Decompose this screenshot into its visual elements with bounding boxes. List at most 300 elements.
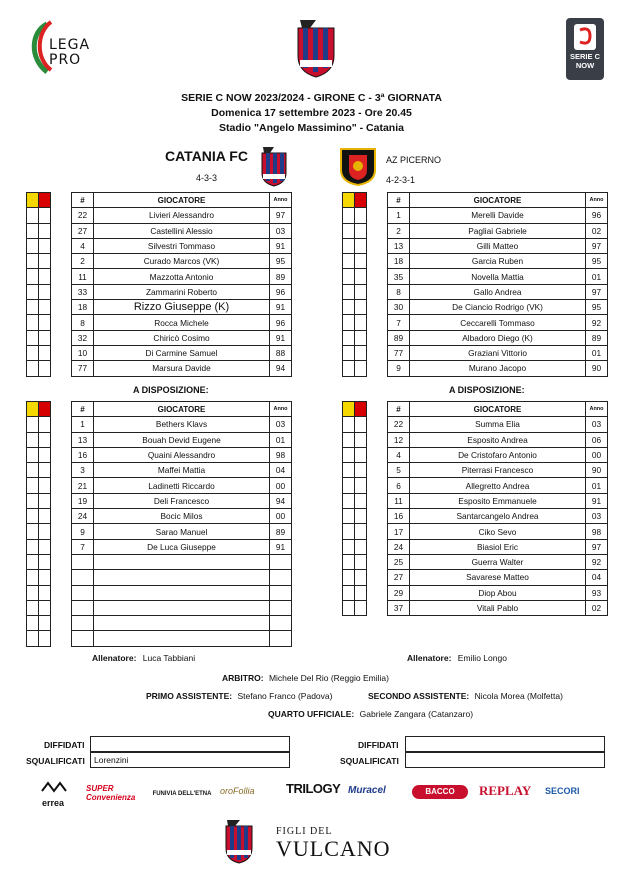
- home-subs-table: [71, 401, 292, 647]
- table-row: [72, 478, 292, 493]
- col-year: Anno: [270, 402, 292, 417]
- home-formation: 4-3-3: [196, 173, 218, 183]
- yellow-card-cell: [343, 570, 355, 585]
- player-year: 03: [586, 509, 608, 524]
- card-row: [27, 524, 51, 539]
- referee-label: ARBITRO:: [222, 673, 264, 683]
- player-name: Graziani Vittorio: [410, 345, 586, 360]
- sponsor-errea: [38, 780, 68, 808]
- sponsor-superconvenienza: SUPER Convenienza: [86, 784, 136, 802]
- player-year: 97: [270, 208, 292, 223]
- player-name: Bocic Milos: [94, 509, 270, 524]
- red-card-cell: [355, 539, 367, 554]
- red-card-cell: [355, 600, 367, 615]
- yellow-card-cell: [343, 238, 355, 253]
- card-row: [27, 345, 51, 360]
- table-row: [388, 600, 608, 615]
- player-number: 19: [72, 493, 94, 508]
- player-year: 97: [586, 539, 608, 554]
- yellow-card-cell: [27, 463, 39, 478]
- card-row: [343, 524, 367, 539]
- table-row: [388, 223, 608, 238]
- col-num: #: [388, 193, 410, 208]
- table-row: [72, 300, 292, 315]
- yellow-card-cell: [27, 493, 39, 508]
- red-card-cell: [355, 417, 367, 432]
- away-warned-label: DIFFIDATI: [358, 740, 399, 750]
- player-year: 91: [270, 300, 292, 315]
- card-row: [343, 238, 367, 253]
- yellow-card-cell: [27, 300, 39, 315]
- yellow-card-cell: [343, 554, 355, 569]
- player-year: 02: [586, 600, 608, 615]
- player-year: 01: [270, 432, 292, 447]
- away-suspended-label: SQUALIFICATI: [340, 756, 399, 766]
- player-number: 1: [388, 208, 410, 223]
- yellow-card-cell: [343, 447, 355, 462]
- yellow-card-header: [343, 193, 355, 208]
- yellow-card-cell: [343, 361, 355, 376]
- home-coach-name: Luca Tabbiani: [142, 653, 196, 663]
- player-number: 11: [72, 269, 94, 284]
- player-number: 29: [388, 585, 410, 600]
- red-card-cell: [355, 509, 367, 524]
- away-starters-cards: [342, 192, 367, 377]
- yellow-card-cell: [27, 631, 39, 646]
- player-name: Rocca Michele: [94, 315, 270, 330]
- card-row: [27, 300, 51, 315]
- away-warned-box: [405, 736, 605, 752]
- player-year: [270, 631, 292, 646]
- away-coach-name: Emilio Longo: [457, 653, 507, 663]
- away-formation: 4-2-3-1: [386, 175, 416, 185]
- first-assistant-name: Stefano Franco (Padova): [237, 691, 333, 701]
- player-number: 4: [72, 238, 94, 253]
- catania-shield-small-icon: [260, 147, 288, 187]
- serie-c-now-wordmark: SERIE C NOW: [569, 52, 600, 70]
- table-row: [388, 345, 608, 360]
- picerno-shield-icon: [340, 148, 376, 186]
- player-number: 8: [72, 315, 94, 330]
- player-number: 7: [388, 315, 410, 330]
- player-year: 95: [586, 254, 608, 269]
- col-num: #: [72, 402, 94, 417]
- card-row: [27, 616, 51, 631]
- red-card-cell: [39, 361, 51, 376]
- yellow-card-cell: [27, 447, 39, 462]
- card-row: [343, 361, 367, 376]
- player-number: 37: [388, 600, 410, 615]
- table-row: [388, 269, 608, 284]
- player-number: [72, 600, 94, 615]
- player-year: 04: [586, 570, 608, 585]
- player-number: 2: [72, 254, 94, 269]
- player-number: 77: [72, 361, 94, 376]
- red-card-cell: [355, 493, 367, 508]
- red-card-cell: [39, 345, 51, 360]
- fourth-official: [268, 709, 473, 719]
- player-year: [270, 554, 292, 569]
- card-row: [343, 300, 367, 315]
- yellow-card-cell: [27, 361, 39, 376]
- player-number: 18: [72, 300, 94, 315]
- yellow-card-cell: [343, 284, 355, 299]
- red-card-cell: [355, 463, 367, 478]
- red-card-cell: [355, 269, 367, 284]
- red-card-cell: [39, 447, 51, 462]
- card-row: [27, 539, 51, 554]
- sponsor-orofollia: oroFollia: [220, 786, 255, 796]
- card-row: [27, 208, 51, 223]
- red-card-cell: [355, 330, 367, 345]
- red-card-cell: [39, 300, 51, 315]
- player-name: [94, 616, 270, 631]
- player-number: 9: [72, 524, 94, 539]
- red-card-cell: [39, 524, 51, 539]
- card-row: [27, 463, 51, 478]
- sponsor-errea-label: errea: [41, 798, 65, 808]
- player-year: 03: [586, 417, 608, 432]
- player-number: 21: [72, 478, 94, 493]
- player-name: Sarao Manuel: [94, 524, 270, 539]
- red-card-cell: [355, 315, 367, 330]
- yellow-card-cell: [27, 524, 39, 539]
- yellow-card-cell: [27, 417, 39, 432]
- home-warned-label: DIFFIDATI: [44, 740, 85, 750]
- card-row: [343, 570, 367, 585]
- player-name: De Luca Giuseppe: [94, 539, 270, 554]
- player-year: 01: [586, 345, 608, 360]
- yellow-card-cell: [343, 269, 355, 284]
- table-row: [388, 509, 608, 524]
- player-name: Maffei Mattia: [94, 463, 270, 478]
- card-row: [27, 493, 51, 508]
- yellow-card-cell: [343, 300, 355, 315]
- table-row: [388, 524, 608, 539]
- player-name: De Ciancio Rodrigo (VK): [410, 300, 586, 315]
- away-coach-label: Allenatore:: [407, 653, 452, 663]
- player-number: 7: [72, 539, 94, 554]
- catania-shield-icon: [296, 20, 336, 78]
- errea-mark-icon: [38, 781, 68, 793]
- yellow-card-cell: [27, 570, 39, 585]
- player-name: Quaini Alessandro: [94, 447, 270, 462]
- player-number: 89: [388, 330, 410, 345]
- red-card-cell: [39, 223, 51, 238]
- player-name: Piterrasi Francesco: [410, 463, 586, 478]
- away-team-name: AZ PICERNO: [386, 155, 442, 165]
- player-year: 95: [586, 300, 608, 315]
- catania-crest: [296, 20, 336, 78]
- card-row: [27, 585, 51, 600]
- card-row: [343, 284, 367, 299]
- table-row: [72, 417, 292, 432]
- card-row: [27, 193, 51, 208]
- player-year: 02: [586, 223, 608, 238]
- card-row: [27, 238, 51, 253]
- player-year: 90: [586, 361, 608, 376]
- player-number: 77: [388, 345, 410, 360]
- yellow-card-cell: [343, 417, 355, 432]
- table-row: [72, 493, 292, 508]
- player-number: 5: [388, 463, 410, 478]
- table-row: [72, 554, 292, 569]
- player-name: Merelli Davide: [410, 208, 586, 223]
- table-row: [72, 330, 292, 345]
- player-number: 27: [72, 223, 94, 238]
- player-year: 03: [270, 417, 292, 432]
- player-name: Livieri Alessandro: [94, 208, 270, 223]
- player-number: 6: [388, 478, 410, 493]
- player-name: Garcia Ruben: [410, 254, 586, 269]
- home-team-crest: [260, 147, 288, 187]
- player-name: [94, 570, 270, 585]
- player-year: 91: [586, 493, 608, 508]
- player-number: [72, 570, 94, 585]
- player-name: Vitali Pablo: [410, 600, 586, 615]
- table-row: [388, 300, 608, 315]
- player-year: 91: [270, 238, 292, 253]
- player-name: Novella Mattia: [410, 269, 586, 284]
- card-row: [343, 539, 367, 554]
- player-name: Zammarini Roberto: [94, 284, 270, 299]
- yellow-card-cell: [27, 600, 39, 615]
- player-name: Pagliai Gabriele: [410, 223, 586, 238]
- footer-tagline-top: FIGLI DEL: [276, 826, 333, 837]
- card-row: [343, 269, 367, 284]
- player-name: Santarcangelo Andrea: [410, 509, 586, 524]
- card-row: [27, 478, 51, 493]
- yellow-card-cell: [27, 432, 39, 447]
- card-row: [343, 193, 367, 208]
- home-coach: [92, 653, 195, 663]
- player-number: 4: [388, 447, 410, 462]
- player-name: Esposito Emmanuele: [410, 493, 586, 508]
- red-card-cell: [355, 345, 367, 360]
- red-card-cell: [355, 284, 367, 299]
- yellow-card-cell: [27, 554, 39, 569]
- card-row: [343, 402, 367, 417]
- table-row: [388, 361, 608, 376]
- lega-pro-logo: [25, 18, 90, 76]
- red-card-cell: [39, 554, 51, 569]
- second-assistant-name: Nicola Morea (Molfetta): [474, 691, 563, 701]
- player-number: 30: [388, 300, 410, 315]
- player-year: 89: [270, 269, 292, 284]
- player-year: 92: [586, 315, 608, 330]
- table-row: [72, 223, 292, 238]
- yellow-card-cell: [27, 315, 39, 330]
- col-year: Anno: [586, 193, 608, 208]
- card-row: [27, 432, 51, 447]
- yellow-card-cell: [343, 539, 355, 554]
- player-name: Allegretto Andrea: [410, 478, 586, 493]
- col-player: GIOCATORE: [410, 402, 586, 417]
- player-year: 94: [270, 493, 292, 508]
- player-number: [72, 554, 94, 569]
- away-subs-cards: [342, 401, 367, 616]
- red-card-header: [355, 193, 367, 208]
- red-card-cell: [355, 254, 367, 269]
- yellow-card-cell: [27, 254, 39, 269]
- table-row: [72, 570, 292, 585]
- first-assistant: [146, 691, 332, 701]
- table-row: [388, 478, 608, 493]
- red-card-cell: [39, 269, 51, 284]
- player-name: Silvestri Tommaso: [94, 238, 270, 253]
- table-row: [388, 254, 608, 269]
- table-row: [72, 463, 292, 478]
- table-row: [388, 493, 608, 508]
- player-name: Bouah Devid Eugene: [94, 432, 270, 447]
- player-number: 10: [72, 345, 94, 360]
- table-row: [388, 208, 608, 223]
- player-year: 88: [270, 345, 292, 360]
- red-card-cell: [39, 585, 51, 600]
- card-row: [343, 447, 367, 462]
- red-card-header: [355, 402, 367, 417]
- table-row: [388, 554, 608, 569]
- sponsor-secori: SECORI: [545, 786, 580, 796]
- player-number: 13: [388, 238, 410, 253]
- player-year: 95: [270, 254, 292, 269]
- col-player: GIOCATORE: [410, 193, 586, 208]
- player-name: Biasiol Eric: [410, 539, 586, 554]
- player-year: 04: [270, 463, 292, 478]
- table-row: [72, 238, 292, 253]
- footer-crest: [224, 820, 254, 864]
- card-row: [27, 223, 51, 238]
- table-row: [388, 432, 608, 447]
- second-assistant: [368, 691, 563, 701]
- red-card-cell: [39, 600, 51, 615]
- player-name: De Cristofaro Antonio: [410, 447, 586, 462]
- competition-title: SERIE C NOW 2023/2024 - GIRONE C - 3ª GIORNATA: [181, 92, 442, 104]
- sponsor-trilogy: TRILOGY: [286, 781, 341, 796]
- table-row: [72, 585, 292, 600]
- yellow-card-cell: [27, 345, 39, 360]
- yellow-card-cell: [343, 315, 355, 330]
- table-row: [388, 539, 608, 554]
- home-starters-cards: [26, 192, 51, 377]
- table-row: [388, 447, 608, 462]
- player-number: 16: [388, 509, 410, 524]
- red-card-cell: [355, 554, 367, 569]
- red-card-cell: [355, 432, 367, 447]
- away-suspended-box: [405, 752, 605, 768]
- yellow-card-cell: [27, 509, 39, 524]
- red-card-header: [39, 193, 51, 208]
- red-card-cell: [355, 223, 367, 238]
- player-name: Ladinetti Riccardo: [94, 478, 270, 493]
- player-number: 27: [388, 570, 410, 585]
- red-card-cell: [355, 447, 367, 462]
- card-row: [27, 284, 51, 299]
- card-row: [27, 554, 51, 569]
- red-card-cell: [39, 330, 51, 345]
- player-name: Mazzotta Antonio: [94, 269, 270, 284]
- yellow-card-cell: [343, 208, 355, 223]
- player-name: Deli Francesco: [94, 493, 270, 508]
- red-card-cell: [39, 284, 51, 299]
- yellow-card-cell: [27, 616, 39, 631]
- red-card-cell: [355, 300, 367, 315]
- sponsor-muracel: Muracel: [348, 785, 386, 796]
- yellow-card-header: [27, 193, 39, 208]
- player-name: Diop Abou: [410, 585, 586, 600]
- table-row: [72, 345, 292, 360]
- player-name: Gallo Andrea: [410, 284, 586, 299]
- red-card-cell: [39, 417, 51, 432]
- player-number: 17: [388, 524, 410, 539]
- table-row: [72, 315, 292, 330]
- home-coach-label: Allenatore:: [92, 653, 137, 663]
- yellow-card-cell: [27, 269, 39, 284]
- red-card-cell: [39, 539, 51, 554]
- player-name: [94, 600, 270, 615]
- player-name: Esposito Andrea: [410, 432, 586, 447]
- card-row: [343, 345, 367, 360]
- red-card-cell: [39, 570, 51, 585]
- home-team-name: CATANIA FC: [165, 148, 248, 164]
- red-card-cell: [39, 238, 51, 253]
- card-row: [343, 432, 367, 447]
- second-assistant-label: SECONDO ASSISTENTE:: [368, 691, 470, 701]
- card-row: [343, 315, 367, 330]
- player-year: 89: [270, 524, 292, 539]
- red-card-cell: [355, 361, 367, 376]
- yellow-card-cell: [343, 345, 355, 360]
- player-number: 16: [72, 447, 94, 462]
- player-number: 33: [72, 284, 94, 299]
- player-number: 22: [388, 417, 410, 432]
- player-number: 9: [388, 361, 410, 376]
- card-row: [343, 463, 367, 478]
- player-name: [94, 585, 270, 600]
- yellow-card-cell: [343, 463, 355, 478]
- player-year: 97: [586, 284, 608, 299]
- sponsor-bacco: BACCO: [412, 785, 468, 799]
- home-suspended-label: SQUALIFICATI: [26, 756, 85, 766]
- player-number: 12: [388, 432, 410, 447]
- yellow-card-cell: [27, 478, 39, 493]
- red-card-cell: [355, 478, 367, 493]
- table-row: [72, 254, 292, 269]
- yellow-card-cell: [27, 238, 39, 253]
- card-row: [343, 600, 367, 615]
- card-row: [343, 254, 367, 269]
- player-number: [72, 616, 94, 631]
- player-number: 25: [388, 554, 410, 569]
- red-card-cell: [355, 570, 367, 585]
- player-name: Summa Elia: [410, 417, 586, 432]
- col-num: #: [72, 193, 94, 208]
- card-row: [27, 600, 51, 615]
- red-card-cell: [355, 208, 367, 223]
- player-name: Guerra Walter: [410, 554, 586, 569]
- table-row: [72, 361, 292, 376]
- col-year: Anno: [586, 402, 608, 417]
- yellow-card-header: [343, 402, 355, 417]
- card-row: [27, 402, 51, 417]
- table-row: [72, 269, 292, 284]
- card-row: [27, 269, 51, 284]
- player-year: 06: [586, 432, 608, 447]
- player-name: Ceccarelli Tommaso: [410, 315, 586, 330]
- card-row: [343, 330, 367, 345]
- yellow-card-header: [27, 402, 39, 417]
- player-year: 91: [270, 330, 292, 345]
